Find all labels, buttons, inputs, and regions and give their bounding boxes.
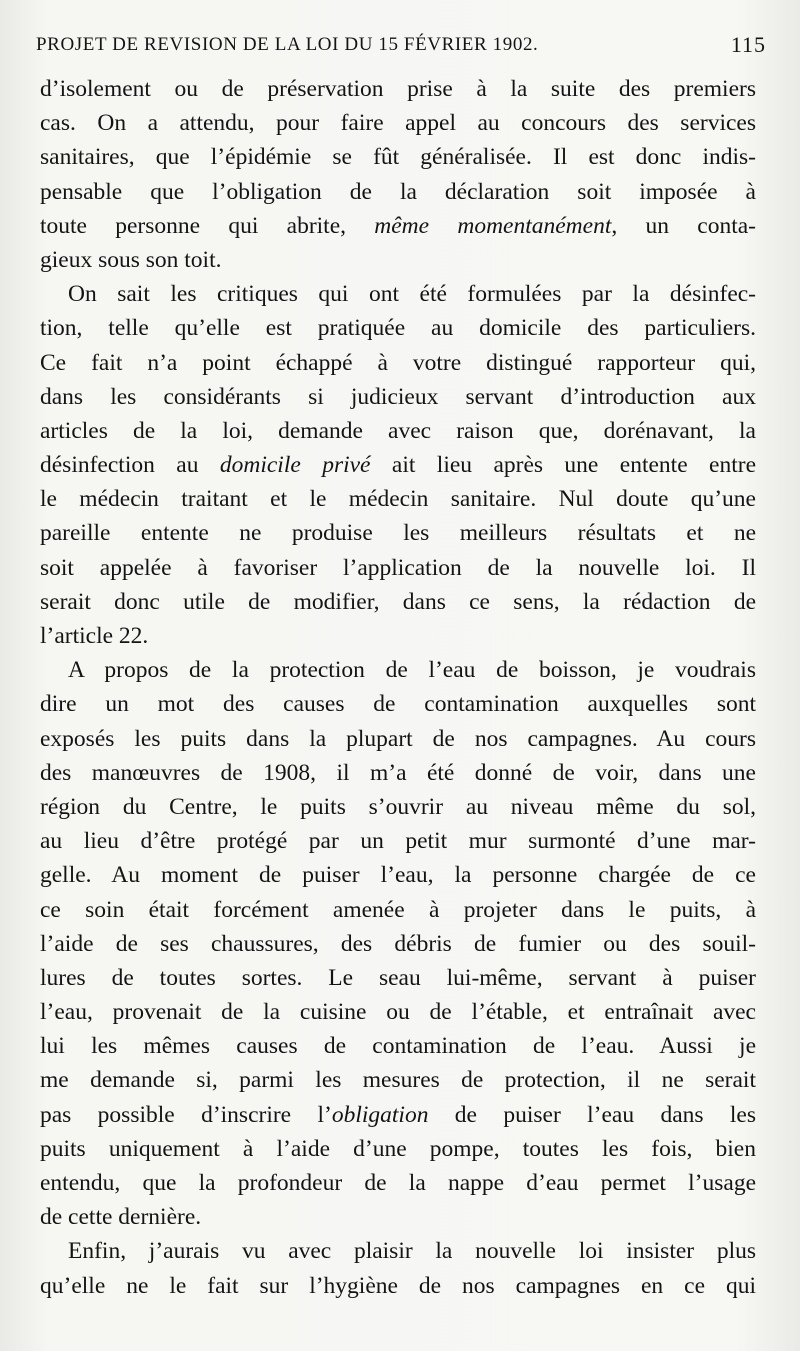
text-run: gieux sous son toit. xyxy=(40,246,222,273)
text-run: Ce fait n’a point échappé à votre distingué rapporteur qui, xyxy=(40,349,756,376)
text-run: A propos de la protection de l’eau de boisson, je voudrais xyxy=(68,657,756,684)
text-run: dans les considérants si judicieux servant d’introduction aux xyxy=(40,383,756,410)
text-run: On sait les critiques qui ont été formulées par la désinfec- xyxy=(68,281,756,308)
text-line xyxy=(40,1132,756,1166)
text-run: de cette dernière. xyxy=(40,1204,202,1231)
text-run: ce soin était forcément amenée à projeter dans le puits, à xyxy=(40,896,756,923)
text-line xyxy=(40,585,756,619)
text-run: sanitaires, que l’épidémie se fût généralisée. Il est donc indis- xyxy=(40,144,756,171)
italic-run: même momentanément xyxy=(374,212,612,239)
text-run: lui les mêmes causes de contamination de l’eau. Aussi je xyxy=(40,1033,756,1060)
running-head xyxy=(36,30,766,64)
text-line xyxy=(40,414,756,448)
text-line xyxy=(40,551,756,585)
text-run: , un conta- xyxy=(611,212,756,239)
text-line xyxy=(40,1029,756,1063)
text-line xyxy=(40,1166,756,1200)
italic-run: obligation xyxy=(331,1101,429,1128)
text-run: me demande si, parmi les mesures de protection, il ne serait xyxy=(40,1067,756,1094)
text-line xyxy=(40,311,756,345)
text-line xyxy=(40,619,756,653)
text-run: d’isolement ou de préservation prise à la suite des premiers xyxy=(40,76,756,102)
text-line xyxy=(40,209,756,243)
text-run: qu’elle ne le fait sur l’hygiène de nos campagnes en ce qui xyxy=(40,1272,756,1299)
text-line xyxy=(40,277,756,311)
text-line xyxy=(40,961,756,995)
text-run: région du Centre, le puits s’ouvrir au niveau même du sol, xyxy=(40,793,756,820)
text-run: ait lieu après une entente entre xyxy=(370,452,756,479)
text-run: soit appelée à favoriser l’application de la nouvelle loi. Il xyxy=(40,554,756,581)
body-text xyxy=(40,72,756,1303)
text-line xyxy=(40,380,756,414)
text-line xyxy=(40,1098,756,1132)
text-run: toute personne qui abrite, xyxy=(40,212,375,239)
text-line xyxy=(40,243,756,277)
text-run: tion, telle qu’elle est pratiquée au domicile des particuliers. xyxy=(40,315,756,342)
text-run: cas. On a attendu, pour faire appel au concours des services xyxy=(40,110,756,137)
text-line xyxy=(40,1200,756,1234)
text-line xyxy=(40,893,756,927)
text-line xyxy=(40,824,756,858)
text-run: l’aide de ses chaussures, des débris de fumier ou des souil- xyxy=(40,930,756,957)
text-run: gelle. Au moment de puiser l’eau, la personne chargée de ce xyxy=(40,862,756,889)
text-line xyxy=(40,106,756,140)
text-run: pareille entente ne produise les meilleurs résultats et ne xyxy=(40,520,756,547)
text-run: lures de toutes sortes. Le seau lui-même, servant à puiser xyxy=(40,964,756,991)
text-run: le médecin traitant et le médecin sanitaire. Nul doute qu’une xyxy=(40,486,756,513)
text-line xyxy=(40,175,756,209)
text-run: au lieu d’être protégé par un petit mur surmonté d’une mar- xyxy=(40,828,756,855)
italic-run: domicile privé xyxy=(219,452,371,479)
text-run: exposés les puits dans la plupart de nos campagnes. Au cours xyxy=(40,725,756,752)
text-run: pensable que l’obligation de la déclaration soit imposée à xyxy=(40,178,756,205)
text-run: serait donc utile de modifier, dans ce sens, la rédaction de xyxy=(40,588,756,615)
text-line xyxy=(40,653,756,687)
text-line xyxy=(40,687,756,721)
text-run: désinfection au xyxy=(40,452,220,479)
text-line xyxy=(40,72,756,106)
page-number: 115 xyxy=(730,32,766,57)
text-run: puits uniquement à l’aide d’une pompe, toutes les fois, bien xyxy=(40,1135,756,1162)
text-line xyxy=(40,790,756,824)
text-run: l’eau, provenait de la cuisine ou de l’étable, et entraînait avec xyxy=(40,999,756,1026)
text-run: des manœuvres de 1908, il m’a été donné de voir, dans une xyxy=(40,759,756,786)
text-line xyxy=(40,722,756,756)
text-line xyxy=(40,1234,756,1268)
text-line xyxy=(40,1063,756,1097)
text-run: entendu, que la profondeur de la nappe d’eau permet l’usage xyxy=(40,1170,756,1196)
text-run: Enfin, j’aurais vu avec plaisir la nouvelle loi insister plus xyxy=(68,1238,756,1265)
text-line xyxy=(40,1269,756,1303)
text-line xyxy=(40,927,756,961)
text-run: dire un mot des causes de contamination auxquelles sont xyxy=(40,691,756,718)
text-line xyxy=(40,756,756,790)
text-line xyxy=(40,482,756,516)
text-line xyxy=(40,346,756,380)
text-line xyxy=(40,995,756,1029)
running-title: PROJET DE REVISION DE LA LOI DU 15 FÉVRIER 1902. xyxy=(36,34,539,55)
text-run: articles de la loi, demande avec raison que, dorénavant, la xyxy=(40,417,756,444)
text-line xyxy=(40,448,756,482)
text-run: pas possible d’inscrire l’ xyxy=(40,1101,332,1128)
text-run: de puiser l’eau dans les xyxy=(428,1101,756,1128)
text-line xyxy=(40,516,756,550)
text-line xyxy=(40,858,756,892)
text-run: l’article 22. xyxy=(40,623,149,649)
text-line xyxy=(40,140,756,174)
